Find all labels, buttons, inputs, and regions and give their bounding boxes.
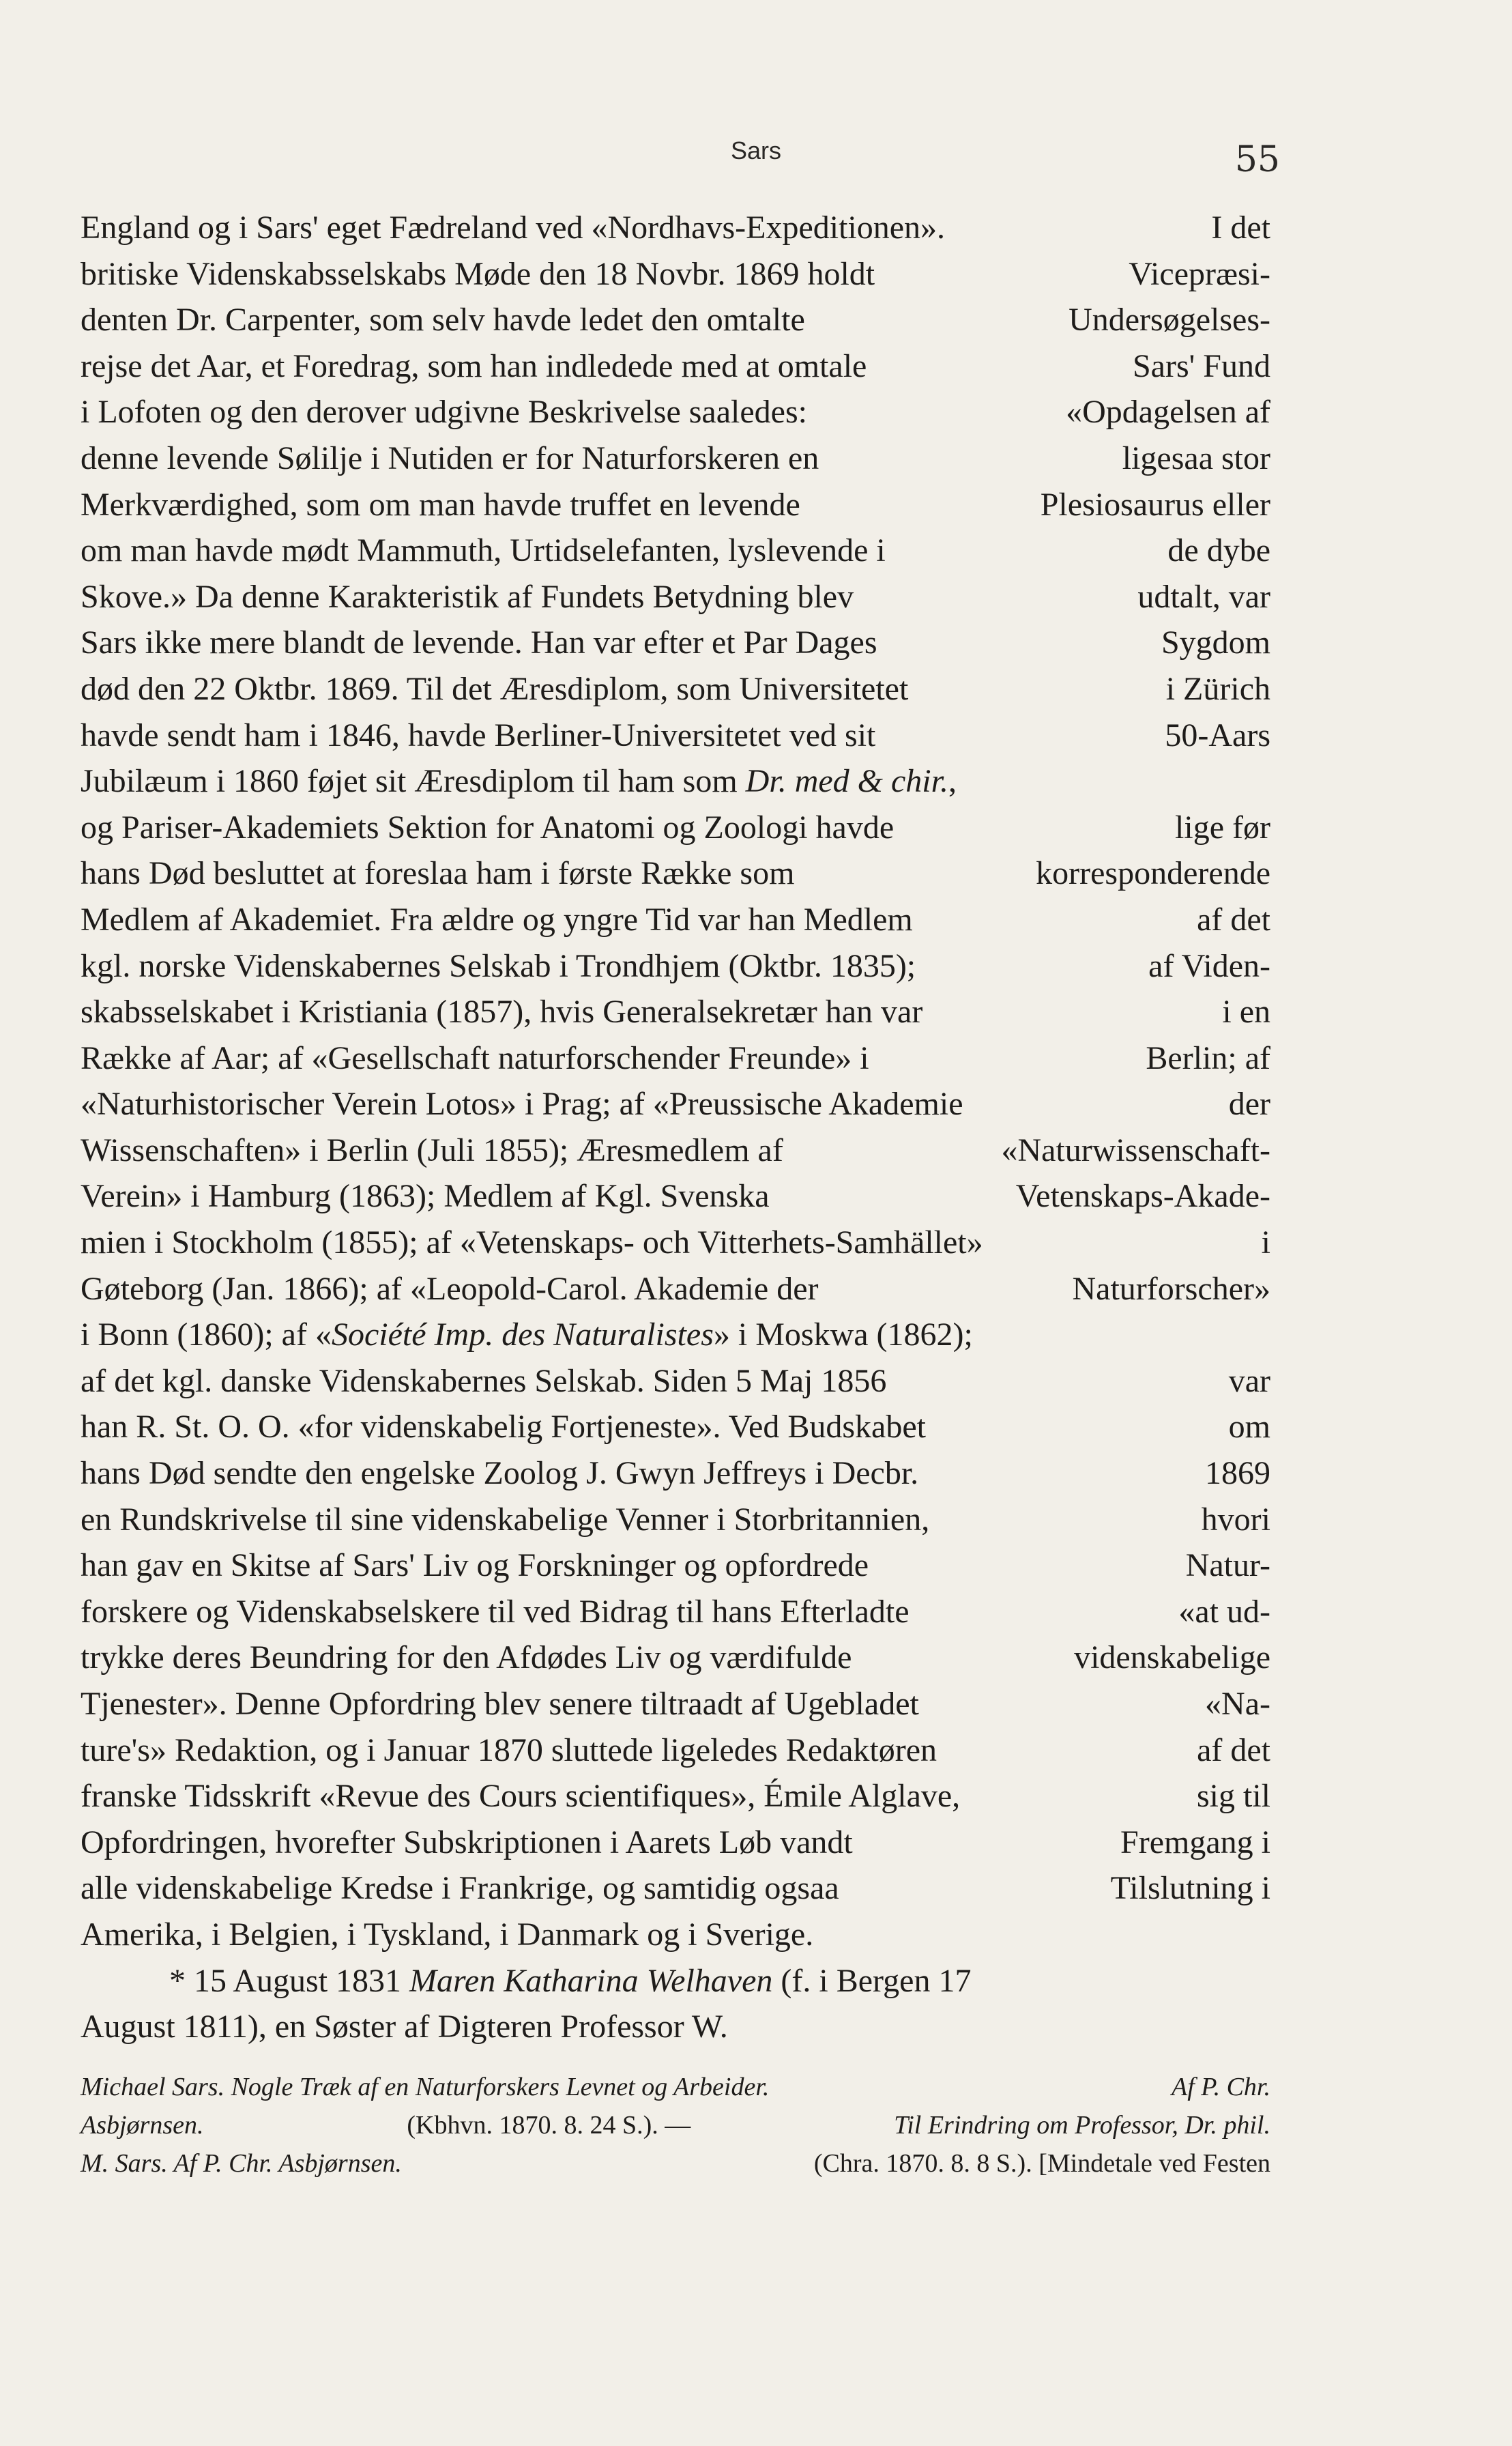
text-segment: (Kbhvn. 1870. 8. 24 S.). — [400, 2111, 697, 2140]
text-line [81, 1266, 1270, 1312]
text-line [81, 2106, 1270, 2144]
text-segment: britiske Videnskabsselskabs Møde den 18 Novbr. 1869 holdt [81, 255, 875, 292]
text-line [81, 1865, 1270, 1912]
text-segment: videnskabelige [1074, 1639, 1270, 1676]
text-segment: » i Moskwa (1862); [713, 1316, 973, 1353]
text-segment: England og i Sars' eget Fædreland ved «Nordhavs-Expeditionen». [81, 210, 946, 246]
text-segment: * 15 August 1831 [169, 1962, 410, 1999]
body-text [81, 205, 1270, 2050]
text-line [81, 713, 1270, 759]
text-segment: kgl. norske Videnskabernes Selskab i Trondhjem (Oktbr. 1835); [81, 947, 916, 984]
text-segment: Tjenester». Denne Opfordring blev senere tiltraadt af Ugebladet [81, 1686, 919, 1722]
text-segment: Amerika, i Belgien, i Tyskland, i Danmark og i Sverige. [81, 1916, 814, 1953]
italic-segment: M. Sars. Af P. Chr. Asbjørnsen. [81, 2149, 402, 2178]
text-segment: Berlin; af [1146, 1039, 1270, 1076]
text-segment: sig til [1196, 1778, 1270, 1815]
text-segment: «at ud- [1178, 1593, 1270, 1630]
text-segment: Wissenschaften» i Berlin (Juli 1855); Æresmedlem af [81, 1132, 783, 1168]
text-segment: Vetenskaps-Akade- [1015, 1178, 1270, 1215]
text-line [81, 435, 1270, 482]
text-segment: om man havde mødt Mammuth, Urtidselefanten, lyslevende i [81, 532, 886, 569]
text-segment: 1869 [1205, 1455, 1270, 1492]
text-line [81, 1958, 1270, 2004]
italic-segment: Asbjørnsen. [81, 2111, 204, 2140]
text-line [81, 1589, 1270, 1635]
text-line [81, 251, 1270, 298]
text-line [81, 1819, 1270, 1866]
text-line [81, 1358, 1270, 1405]
text-line [81, 1681, 1270, 1727]
text-segment: der [1228, 1086, 1270, 1123]
text-line [81, 343, 1270, 390]
text-segment: Sars ikke mere blandt de levende. Han var efter et Par Dages [81, 624, 877, 661]
text-line [81, 1312, 1270, 1358]
text-segment: var [1228, 1362, 1270, 1399]
text-line [81, 758, 1270, 805]
footnote-text [81, 2068, 1270, 2183]
text-line [81, 389, 1270, 435]
text-segment: og Pariser-Akademiets Sektion for Anatomi og Zoologi havde [81, 809, 895, 846]
italic-segment: Maren Katharina Welhaven [409, 1962, 773, 1999]
text-segment: en Rundskrivelse til sine videnskabelige Venner i Storbritannien, [81, 1501, 930, 1538]
text-line [81, 1404, 1270, 1450]
page-number: 55 [1234, 139, 1280, 180]
text-line [81, 897, 1270, 943]
text-line [81, 1912, 1270, 1958]
text-segment: August 1811), en Søster af Digteren Professor W. [81, 2009, 728, 2045]
text-segment: Fremgang i [1120, 1824, 1270, 1860]
italic-segment: Société Imp. des Naturalistes [331, 1316, 714, 1353]
text-segment: hans Død besluttet at foreslaa ham i første Række som [81, 855, 795, 892]
text-segment: hvori [1201, 1501, 1270, 1538]
text-segment: Sygdom [1161, 624, 1270, 661]
text-segment: de dybe [1167, 532, 1270, 569]
text-segment: han R. St. O. O. «for videnskabelig Fortjeneste». Ved Budskabet [81, 1409, 926, 1445]
text-line [81, 620, 1270, 666]
text-line [81, 2004, 1270, 2050]
text-segment: Undersøgelses- [1068, 302, 1270, 339]
text-segment: Vicepræsi- [1129, 255, 1270, 292]
text-segment: «Naturwissenschaft- [1001, 1132, 1270, 1168]
text-line [81, 850, 1270, 897]
text-segment: Jubilæum i 1860 føjet sit Æresdiplom til ham som [81, 763, 746, 800]
text-segment: Medlem af Akademiet. Fra ældre og yngre Tid var han Medlem [81, 901, 913, 938]
text-segment: i Zürich [1165, 670, 1270, 707]
text-line [81, 297, 1270, 343]
text-segment: (f. i Bergen 17 [772, 1962, 972, 1999]
text-segment: denne levende Sølilje i Nutiden er for Naturforskeren en [81, 440, 819, 476]
text-line [81, 1127, 1270, 1174]
text-segment: han gav en Skitse af Sars' Liv og Forskninger og opfordrede [81, 1547, 869, 1584]
text-segment: I det [1211, 210, 1270, 246]
text-segment: denten Dr. Carpenter, som selv havde ledet den omtalte [81, 302, 805, 339]
text-segment: Række af Aar; af «Gesellschaft naturforschender Freunde» i [81, 1039, 869, 1076]
text-segment: Opfordringen, hvorefter Subskriptionen i Aarets Løb vandt [81, 1824, 853, 1860]
text-line [81, 2068, 1270, 2106]
text-line [81, 1081, 1270, 1127]
text-segment: ligesaa stor [1122, 440, 1270, 476]
text-line [81, 1220, 1270, 1266]
text-segment: af det [1197, 901, 1270, 938]
text-segment: Natur- [1185, 1547, 1270, 1584]
text-segment: trykke deres Beundring for den Afdødes Liv og værdifulde [81, 1639, 852, 1676]
text-segment: 50-Aars [1165, 717, 1270, 753]
text-segment: Naturforscher» [1072, 1270, 1270, 1307]
text-segment: skabsselskabet i Kristiania (1857), hvis Generalsekretær han var [81, 994, 923, 1031]
text-segment: mien i Stockholm (1855); af «Vetenskaps- och Vitterhets-Samhället» [81, 1224, 983, 1261]
text-line [81, 989, 1270, 1035]
text-line [81, 482, 1270, 528]
italic-segment: Dr. med & chir. [745, 763, 948, 800]
text-line [81, 1773, 1270, 1819]
text-segment: Sars' Fund [1132, 347, 1270, 384]
text-line [81, 528, 1270, 574]
text-line [81, 1497, 1270, 1543]
text-segment: i [1261, 1224, 1270, 1261]
text-segment: (Chra. 1870. 8. 8 S.). [Mindetale ved Festen [807, 2149, 1270, 2178]
text-segment: lige før [1175, 809, 1270, 846]
running-title: Sars [730, 136, 782, 164]
text-line [81, 943, 1270, 990]
text-segment: Tilslutning i [1110, 1870, 1270, 1907]
text-line [81, 1635, 1270, 1681]
text-line [81, 1173, 1270, 1220]
text-line [81, 1035, 1270, 1082]
text-segment: alle videnskabelige Kredse i Frankrige, og samtidig ogsaa [81, 1870, 839, 1907]
text-segment: korresponderende [1036, 855, 1270, 892]
text-line [81, 1727, 1270, 1774]
text-segment: havde sendt ham i 1846, havde Berliner-Universitetet ved sit [81, 717, 876, 753]
text-segment: Verein» i Hamburg (1863); Medlem af Kgl. Svenska [81, 1178, 770, 1215]
text-segment: Plesiosaurus eller [1040, 486, 1270, 523]
text-segment: ture's» Redaktion, og i Januar 1870 sluttede ligeledes Redaktøren [81, 1731, 937, 1768]
text-segment: af Viden- [1148, 947, 1270, 984]
text-segment: udtalt, var [1137, 578, 1270, 615]
text-segment: Skove.» Da denne Karakteristik af Fundets Betydning blev [81, 578, 854, 615]
text-segment: «Naturhistorischer Verein Lotos» i Prag; af «Preussische Akademie [81, 1086, 963, 1123]
text-line [81, 2144, 1270, 2183]
text-line [81, 1450, 1270, 1497]
text-line [81, 805, 1270, 851]
text-line [81, 666, 1270, 713]
text-line [81, 574, 1270, 620]
text-segment: af det [1197, 1731, 1270, 1768]
text-line [81, 1542, 1270, 1589]
text-segment: «Na- [1205, 1686, 1270, 1722]
text-segment: «Opdagelsen af [1066, 394, 1270, 431]
text-line [81, 205, 1270, 251]
text-segment: om [1228, 1409, 1270, 1445]
italic-segment: Af P. Chr. [1171, 2073, 1270, 2101]
text-segment: hans Død sendte den engelske Zoolog J. Gwyn Jeffreys i Decbr. [81, 1455, 919, 1492]
text-segment: , [948, 763, 957, 800]
text-segment: i Bonn (1860); af « [81, 1316, 332, 1353]
text-segment: forskere og Videnskabselskere til ved Bidrag til hans Efterladte [81, 1593, 910, 1630]
text-segment: franske Tidsskrift «Revue des Cours scientifiques», Émile Alglave, [81, 1778, 961, 1815]
text-segment: i en [1222, 994, 1270, 1031]
text-segment: rejse det Aar, et Foredrag, som han indledede med at omtale [81, 347, 867, 384]
text-segment: Merkværdighed, som om man havde truffet en levende [81, 486, 800, 523]
text-segment: i Lofoten og den derover udgivne Beskrivelse saaledes: [81, 394, 807, 431]
italic-segment: Til Erindring om Professor, Dr. phil. [894, 2111, 1270, 2140]
italic-segment: Michael Sars. Nogle Træk af en Naturforskers Levnet og Arbeider. [81, 2073, 770, 2101]
text-segment: død den 22 Oktbr. 1869. Til det Æresdiplom, som Universitetet [81, 670, 909, 707]
text-segment: Gøteborg (Jan. 1866); af «Leopold-Carol. Akademie der [81, 1270, 819, 1307]
text-segment: af det kgl. danske Videnskabernes Selskab. Siden 5 Maj 1856 [81, 1362, 887, 1399]
